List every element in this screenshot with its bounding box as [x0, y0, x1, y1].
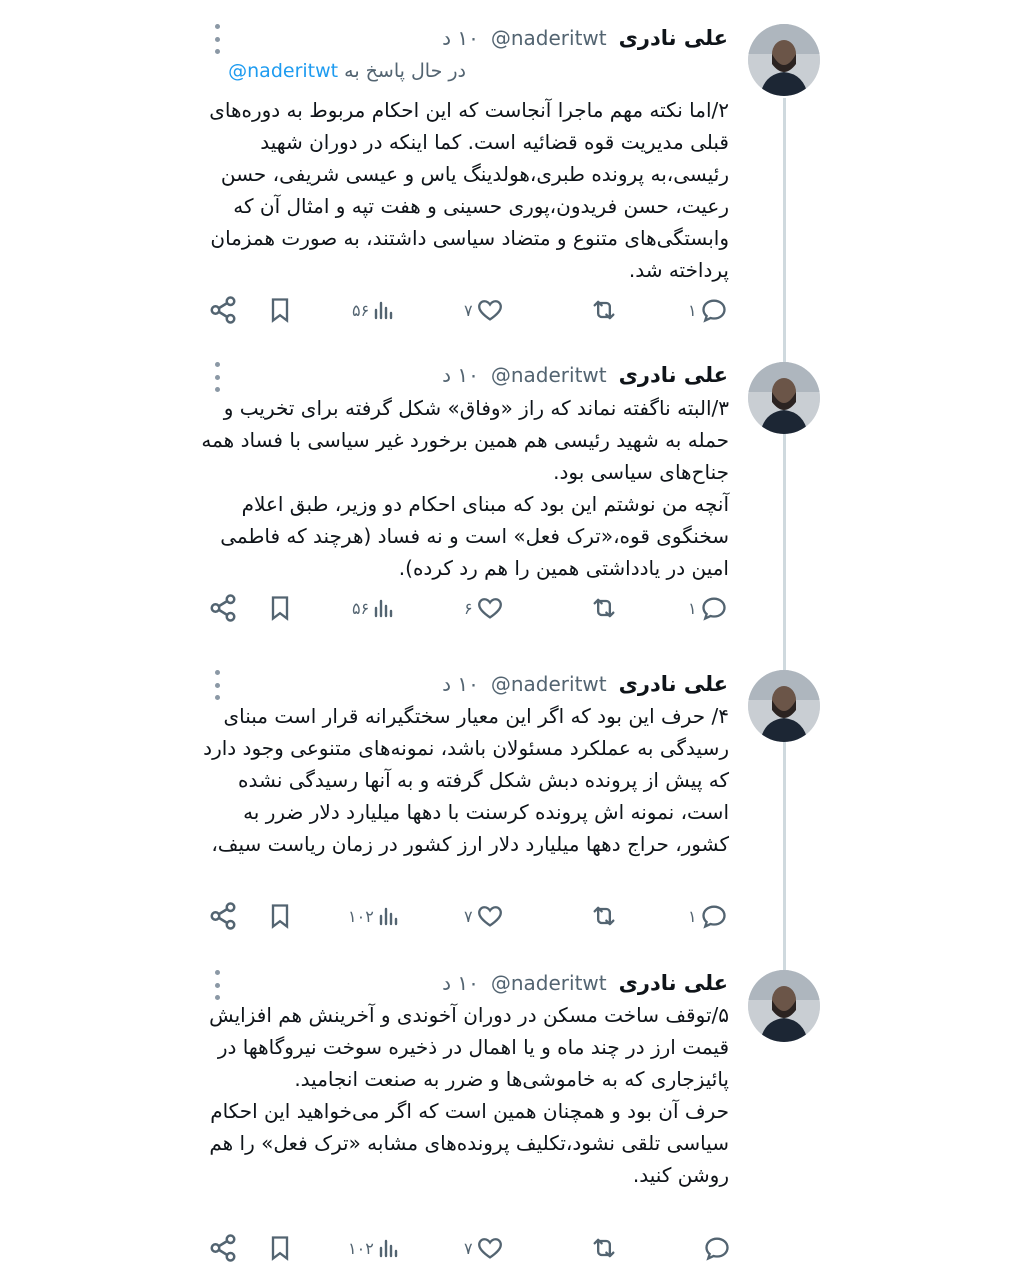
timestamp[interactable]: ۱۰ د [442, 971, 479, 995]
views-icon [376, 1235, 400, 1261]
retweet-button[interactable] [586, 1230, 620, 1266]
retweet-button[interactable] [586, 590, 620, 626]
like-button[interactable] [464, 898, 505, 934]
tweet-paragraph: ۴/ حرف این بود که اگر این معیار سختگیرانه قرار است مبنای رسیدگی به عملکرد مسئولان باشد، نمونه‌های متنوعی وجود دارد که پیش از پرونده دبش شکل گرفته و به آنها رسیدگی نشده است، نمونه اش پرونده کرسنت با دهها میلیارد دلار ضرر به کشور، حراج دهها میلیارد دلار ارز کشور در زمان ریاست سیف، [203, 704, 729, 856]
bookmark-button[interactable] [266, 292, 294, 328]
author-handle[interactable]: @naderitwt [490, 26, 607, 50]
retweet-button[interactable] [586, 898, 620, 934]
like-count: ۶ [464, 598, 473, 618]
views-button[interactable] [348, 1230, 400, 1266]
author-handle[interactable]: @naderitwt [490, 363, 607, 387]
tweet-actions [208, 292, 728, 328]
views-icon [376, 903, 400, 929]
avatar[interactable] [748, 24, 820, 96]
like-count: ۷ [464, 300, 473, 320]
views-button[interactable] [352, 292, 395, 328]
more-options-icon[interactable] [208, 970, 226, 1000]
views-button[interactable] [348, 898, 400, 934]
author-handle[interactable]: @naderitwt [490, 971, 607, 995]
author-name[interactable]: علی نادری [618, 672, 728, 696]
avatar[interactable] [748, 670, 820, 742]
tweet-actions [208, 898, 728, 934]
timestamp[interactable]: ۱۰ د [442, 363, 479, 387]
more-options-icon[interactable] [208, 24, 226, 54]
views-count: ۵۶ [352, 598, 370, 618]
share-icon [208, 593, 238, 623]
views-count: ۱۰۲ [348, 906, 374, 926]
reply-icon [699, 594, 729, 622]
share-icon [208, 1233, 238, 1263]
retweet-icon [588, 594, 620, 622]
thread-connector-line [783, 98, 786, 970]
author-name[interactable]: علی نادری [618, 971, 728, 995]
author-name[interactable]: علی نادری [618, 26, 728, 50]
reply-count: ۱ [688, 598, 697, 618]
retweet-icon [588, 1234, 620, 1262]
bookmark-icon [266, 1233, 294, 1263]
tweet-text [197, 94, 729, 286]
bookmark-button[interactable] [266, 898, 294, 934]
tweet-actions [208, 590, 728, 626]
heart-icon [475, 594, 505, 622]
reply-icon [699, 902, 729, 930]
like-count: ۷ [464, 1238, 473, 1258]
tweet-paragraph: ۳/البته ناگفته نماند که راز «وفاق» شکل گرفته برای تخریب و حمله به شهید رئیسی هم همین برخورد غیر سیاسی با فساد همه جناح‌های سیاسی بود. [201, 396, 729, 484]
views-count: ۱۰۲ [348, 1238, 374, 1258]
tweet-paragraph: ۵/توقف ساخت مسکن در دوران آخوندی و آخرینش هم افزایش قیمت ارز در چند ماه و یا اهمال در ذخیره سوخت نیروگاهها در پائیزجاری که به خاموشی‌ها و ضرر به صنعت انجامید. [209, 1003, 729, 1091]
share-button[interactable] [208, 292, 238, 328]
views-button[interactable] [352, 590, 395, 626]
reply-button[interactable] [688, 292, 729, 328]
heart-icon [475, 1234, 505, 1262]
retweet-icon [588, 902, 620, 930]
avatar[interactable] [748, 970, 820, 1042]
share-button[interactable] [208, 590, 238, 626]
more-options-icon[interactable] [208, 362, 226, 392]
tweet-text [197, 999, 729, 1191]
tweet-header [442, 22, 728, 54]
like-button[interactable] [464, 590, 505, 626]
reply-count: ۱ [688, 300, 697, 320]
bookmark-icon [266, 901, 294, 931]
share-icon [208, 901, 238, 931]
share-icon [208, 295, 238, 325]
more-options-icon[interactable] [208, 670, 226, 700]
author-handle[interactable]: @naderitwt [490, 672, 607, 696]
tweet-text [197, 700, 729, 860]
reply-button[interactable] [688, 898, 729, 934]
reply-button[interactable] [700, 1230, 732, 1266]
timestamp[interactable]: ۱۰ د [442, 672, 479, 696]
tweet-header [442, 668, 728, 700]
share-button[interactable] [208, 898, 238, 934]
reply-count: ۱ [688, 906, 697, 926]
tweet-header [442, 967, 728, 999]
tweet-paragraph: ۲/اما نکته مهم ماجرا آنجاست که این احکام مربوط به دوره‌های قبلی مدیریت قوه قضائیه است. کما اینکه در دوران شهید رئیسی،به پرونده طبری،هولدینگ یاس و عیسی شریفی، حسن رعیت، حسن فریدون،پوری حسینی و هفت تپه و امثال آن که وابستگی‌های متنوع و متضاد سیاسی داشتند، به صورت همزمان پرداخته شد. [209, 98, 729, 282]
like-button[interactable] [464, 1230, 505, 1266]
reply-icon [699, 296, 729, 324]
bookmark-icon [266, 295, 294, 325]
tweet-actions [208, 1230, 728, 1266]
heart-icon [475, 902, 505, 930]
reply-icon [702, 1234, 732, 1262]
reply-button[interactable] [688, 590, 729, 626]
tweet-text [197, 392, 729, 584]
views-icon [371, 595, 395, 621]
bookmark-button[interactable] [266, 590, 294, 626]
tweet-paragraph: آنچه من نوشتم این بود که مبنای احکام دو وزیر، طبق اعلام سخنگوی قوه،«ترک فعل» است و نه فساد (هرچند که فاطمی امین در یادداشتی همین را هم رد کرده). [220, 492, 729, 580]
like-button[interactable] [464, 292, 505, 328]
tweet-header [442, 359, 728, 391]
heart-icon [475, 296, 505, 324]
retweet-button[interactable] [586, 292, 620, 328]
tweet-paragraph: حرف آن بود و همچنان همین است که اگر می‌خواهید این احکام سیاسی تلقی نشود،تکلیف پرونده‌های مشابه «ترک فعل» را هم روشن کنید. [209, 1099, 729, 1187]
share-button[interactable] [208, 1230, 238, 1266]
author-name[interactable]: علی نادری [618, 363, 728, 387]
replying-to-mention[interactable]: @naderitwt [228, 60, 339, 82]
bookmark-icon [266, 593, 294, 623]
views-count: ۵۶ [352, 300, 370, 320]
retweet-icon [588, 296, 620, 324]
timestamp[interactable]: ۱۰ د [442, 26, 479, 50]
views-icon [371, 297, 395, 323]
replying-to-label: در حال پاسخ به [344, 60, 466, 82]
replying-to [228, 60, 466, 82]
avatar[interactable] [748, 362, 820, 434]
bookmark-button[interactable] [266, 1230, 294, 1266]
like-count: ۷ [464, 906, 473, 926]
